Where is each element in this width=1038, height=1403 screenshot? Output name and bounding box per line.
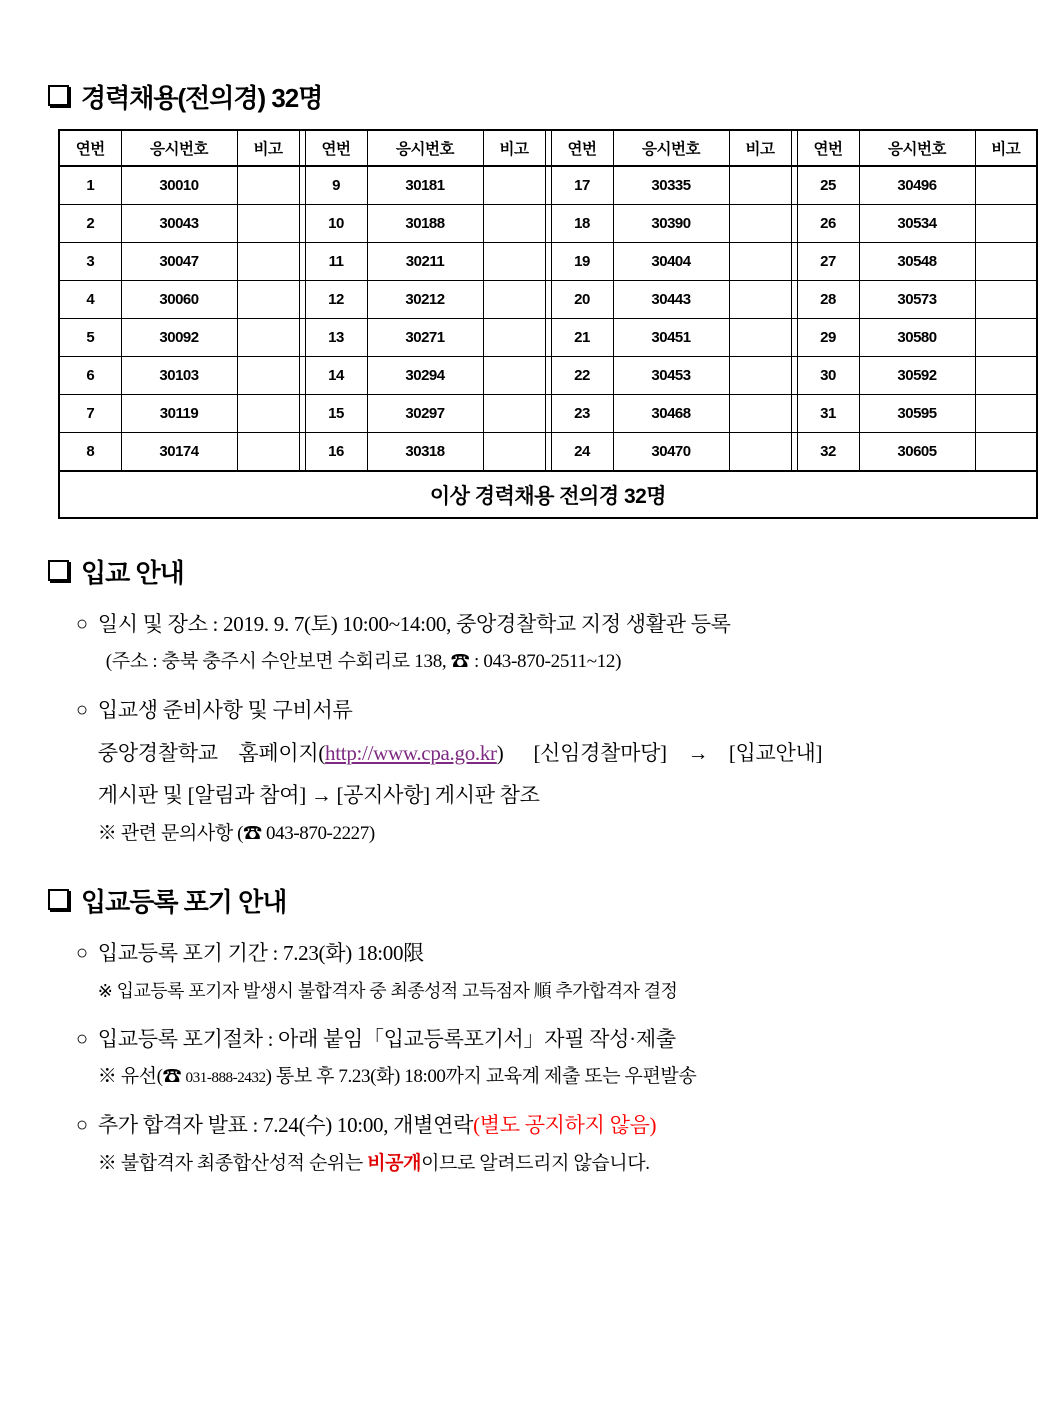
- cell-note: [237, 166, 299, 205]
- cell-note: [729, 433, 791, 472]
- table-row: [59, 166, 1037, 205]
- section-title: 입교등록 포기 안내: [81, 887, 287, 918]
- col-header-note-2: 비고: [483, 130, 545, 166]
- roster-table-head: [59, 130, 1037, 166]
- section-title: 경력채용(전의경) 32명: [81, 83, 323, 113]
- col-header-note-3: 비고: [729, 130, 791, 166]
- cell-note: [975, 433, 1037, 472]
- cell-no: 1: [59, 166, 121, 205]
- cell-note: [237, 357, 299, 395]
- cell-no: 27: [797, 243, 859, 281]
- section-heading-admission-guide: [48, 553, 944, 590]
- cell-exam-number: 30297: [367, 395, 483, 433]
- cell-exam-number: 30188: [367, 205, 483, 243]
- cell-no: 30: [797, 357, 859, 395]
- cell-note: [975, 166, 1037, 205]
- table-row: [59, 433, 1037, 472]
- additional-pass-red-note: (별도 공지하지 않음): [473, 1113, 657, 1138]
- col-header-note-1: 비고: [237, 130, 299, 166]
- withdrawal-procedure-text: 입교등록 포기절차 : 아래 붙임「입교등록포기서」자필 작성·제출: [97, 1026, 676, 1051]
- cell-exam-number: 30119: [121, 395, 237, 433]
- cell-note: [483, 357, 545, 395]
- col-header-examno-4: 응시번호: [859, 130, 975, 166]
- cell-note: [975, 281, 1037, 319]
- admission-address-text: (주소 : 충북 충주시 수안보면 수회리로 138, ☎ : 043-870-2511~12): [105, 650, 622, 672]
- cell-note: [237, 243, 299, 281]
- cell-note: [729, 281, 791, 319]
- cell-note: [483, 281, 545, 319]
- roster-total-row: [59, 471, 1037, 518]
- cell-no: 16: [305, 433, 367, 472]
- additional-pass-prefix: 추가 합격자 발표 : 7.24(수) 10:00, 개별연락: [97, 1113, 474, 1138]
- cell-no: 17: [551, 166, 613, 205]
- square-bullet-icon: [48, 85, 69, 106]
- cell-no: 10: [305, 205, 367, 243]
- cell-note: [975, 395, 1037, 433]
- col-header-examno-3: 응시번호: [613, 130, 729, 166]
- cell-exam-number: 30010: [121, 166, 237, 205]
- disclosure-note-suffix: 이므로 알려드리지 않습니다.: [421, 1153, 650, 1175]
- admission-homepage-path-line: [98, 739, 944, 769]
- cell-exam-number: 30174: [121, 433, 237, 472]
- cell-note: [483, 395, 545, 433]
- roster-table: [58, 129, 1038, 519]
- withdrawal-note-prefix: ※ 유선(☎: [97, 1066, 186, 1088]
- col-header-note-4: 비고: [975, 130, 1037, 166]
- disclosure-note-prefix: ※ 불합격자 최종합산성적 순위는: [97, 1153, 368, 1175]
- cell-exam-number: 30595: [859, 395, 975, 433]
- withdrawal-period-text: 입교등록 포기 기간 : 7.23(화) 18:00限: [97, 941, 424, 966]
- additional-pass-announcement-text: [98, 1111, 944, 1141]
- cell-no: 25: [797, 166, 859, 205]
- section-heading-career-recruitment: [48, 78, 944, 115]
- circle-bullet-icon: ○: [76, 613, 88, 635]
- cell-exam-number: 30605: [859, 433, 975, 472]
- withdrawal-procedure-note: [98, 1064, 944, 1091]
- cell-no: 18: [551, 205, 613, 243]
- col-header-no-1: 연번: [59, 130, 121, 166]
- square-bullet-icon: [48, 560, 69, 581]
- cell-no: 4: [59, 281, 121, 319]
- roster-table-body: [59, 166, 1037, 471]
- col-header-no-3: 연번: [551, 130, 613, 166]
- cell-no: 14: [305, 357, 367, 395]
- cell-no: 29: [797, 319, 859, 357]
- homepage-nav-path-text: [신임경찰마당] → [입교안내]: [533, 740, 823, 765]
- cell-no: 32: [797, 433, 859, 472]
- cell-no: 2: [59, 205, 121, 243]
- cell-exam-number: 30573: [859, 281, 975, 319]
- cell-note: [729, 166, 791, 205]
- cell-exam-number: 30534: [859, 205, 975, 243]
- admission-datetime-location-text: 일시 및 장소 : 2019. 9. 7(토) 10:00~14:00, 중앙경찰학교 지정 생활관 등록: [97, 612, 731, 636]
- cell-exam-number: 30294: [367, 357, 483, 395]
- col-header-no-2: 연번: [305, 130, 367, 166]
- cell-no: 3: [59, 243, 121, 281]
- cell-note: [483, 243, 545, 281]
- withdrawal-note-suffix: ) 통보 후 7.23(화) 18:00까지 교육계 제출 또는 우편발송: [265, 1066, 697, 1088]
- withdrawal-item-period: [48, 939, 944, 1004]
- cell-exam-number: 30470: [613, 433, 729, 472]
- cell-exam-number: 30468: [613, 395, 729, 433]
- cell-no: 26: [797, 205, 859, 243]
- cell-no: 7: [59, 395, 121, 433]
- cell-note: [237, 395, 299, 433]
- cell-exam-number: 30047: [121, 243, 237, 281]
- cell-note: [237, 205, 299, 243]
- col-header-no-4: 연번: [797, 130, 859, 166]
- cell-note: [729, 205, 791, 243]
- cell-note: [975, 205, 1037, 243]
- homepage-suffix-text: ): [496, 740, 504, 765]
- col-header-examno-2: 응시번호: [367, 130, 483, 166]
- table-row: [59, 205, 1037, 243]
- roster-header-row: [59, 130, 1037, 166]
- cell-no: 21: [551, 319, 613, 357]
- cell-no: 31: [797, 395, 859, 433]
- cell-exam-number: 30443: [613, 281, 729, 319]
- cell-no: 28: [797, 281, 859, 319]
- cell-no: 23: [551, 395, 613, 433]
- cell-note: [483, 166, 545, 205]
- cell-note: [975, 319, 1037, 357]
- circle-bullet-icon: ○: [76, 1114, 88, 1137]
- cell-note: [729, 243, 791, 281]
- roster-total-label: 이상 경력채용 전의경 32명: [59, 471, 1037, 518]
- cell-exam-number: 30335: [613, 166, 729, 205]
- homepage-prefix-text: 중앙경찰학교 홈페이지(: [97, 740, 326, 765]
- admission-guide-section: [48, 553, 944, 848]
- cell-exam-number: 30211: [367, 243, 483, 281]
- cell-no: 15: [305, 395, 367, 433]
- disclosure-status-badge: 비공개: [367, 1153, 422, 1175]
- table-row: [59, 357, 1037, 395]
- roster-table-wrapper: [58, 129, 1021, 519]
- cell-note: [483, 319, 545, 357]
- cell-no: 13: [305, 319, 367, 357]
- cell-note: [483, 205, 545, 243]
- table-row: [59, 395, 1037, 433]
- table-row: [59, 243, 1037, 281]
- cell-no: 24: [551, 433, 613, 472]
- cell-no: 6: [59, 357, 121, 395]
- cell-exam-number: 30092: [121, 319, 237, 357]
- cell-note: [237, 433, 299, 472]
- circle-bullet-icon: ○: [76, 942, 88, 965]
- cell-exam-number: 30580: [859, 319, 975, 357]
- cell-note: [729, 395, 791, 433]
- cell-note: [483, 433, 545, 472]
- cell-exam-number: 30592: [859, 357, 975, 395]
- cell-no: 5: [59, 319, 121, 357]
- cell-note: [237, 319, 299, 357]
- cell-exam-number: 30451: [613, 319, 729, 357]
- cell-note: [729, 319, 791, 357]
- cell-note: [975, 357, 1037, 395]
- admission-item-datetime-location: [48, 610, 944, 676]
- withdrawal-item-additional-pass: [48, 1111, 944, 1178]
- cell-exam-number: 30271: [367, 319, 483, 357]
- roster-table-foot: [59, 471, 1037, 518]
- cell-exam-number: 30548: [859, 243, 975, 281]
- cell-exam-number: 30496: [859, 166, 975, 205]
- admission-item-preparations: [48, 696, 944, 848]
- cell-exam-number: 30404: [613, 243, 729, 281]
- section-heading-withdrawal-guide: [48, 882, 944, 919]
- cell-no: 20: [551, 281, 613, 319]
- table-row: [59, 281, 1037, 319]
- cell-exam-number: 30318: [367, 433, 483, 472]
- cell-exam-number: 30212: [367, 281, 483, 319]
- withdrawal-item-procedure: [48, 1025, 944, 1092]
- circle-bullet-icon: ○: [76, 698, 88, 721]
- withdrawal-period-note: ※ 입교등록 포기자 발생시 불합격자 중 최종성적 고득점자 順 추가합격자 결정: [97, 981, 678, 1001]
- cell-exam-number: 30181: [367, 166, 483, 205]
- square-bullet-icon: [48, 889, 69, 910]
- circle-bullet-icon: ○: [76, 1027, 88, 1050]
- admission-preparations-title: 입교생 준비사항 및 구비서류: [97, 697, 353, 722]
- admission-board-path-line: 게시판 및 [알림과 참여] → [공지사항] 게시판 참조: [97, 783, 540, 808]
- cell-no: 19: [551, 243, 613, 281]
- admission-inquiry-note: ※ 관련 문의사항 (☎ 043-870-2227): [97, 823, 375, 845]
- cell-no: 11: [305, 243, 367, 281]
- cell-no: 9: [305, 166, 367, 205]
- cell-no: 22: [551, 357, 613, 395]
- cpa-homepage-link[interactable]: http://www.cpa.go.kr: [325, 740, 497, 765]
- cell-note: [729, 357, 791, 395]
- col-header-examno-1: 응시번호: [121, 130, 237, 166]
- section-title: 입교 안내: [81, 558, 184, 588]
- additional-pass-disclosure-note: [98, 1151, 944, 1178]
- cell-no: 8: [59, 433, 121, 472]
- cell-exam-number: 30103: [121, 357, 237, 395]
- cell-exam-number: 30043: [121, 205, 237, 243]
- cell-exam-number: 30060: [121, 281, 237, 319]
- withdrawal-contact-phone: 031-888-2432: [185, 1069, 266, 1087]
- cell-exam-number: 30390: [613, 205, 729, 243]
- cell-no: 12: [305, 281, 367, 319]
- table-row: [59, 319, 1037, 357]
- withdrawal-guide-section: [48, 882, 944, 1178]
- cell-note: [975, 243, 1037, 281]
- cell-exam-number: 30453: [613, 357, 729, 395]
- cell-note: [237, 281, 299, 319]
